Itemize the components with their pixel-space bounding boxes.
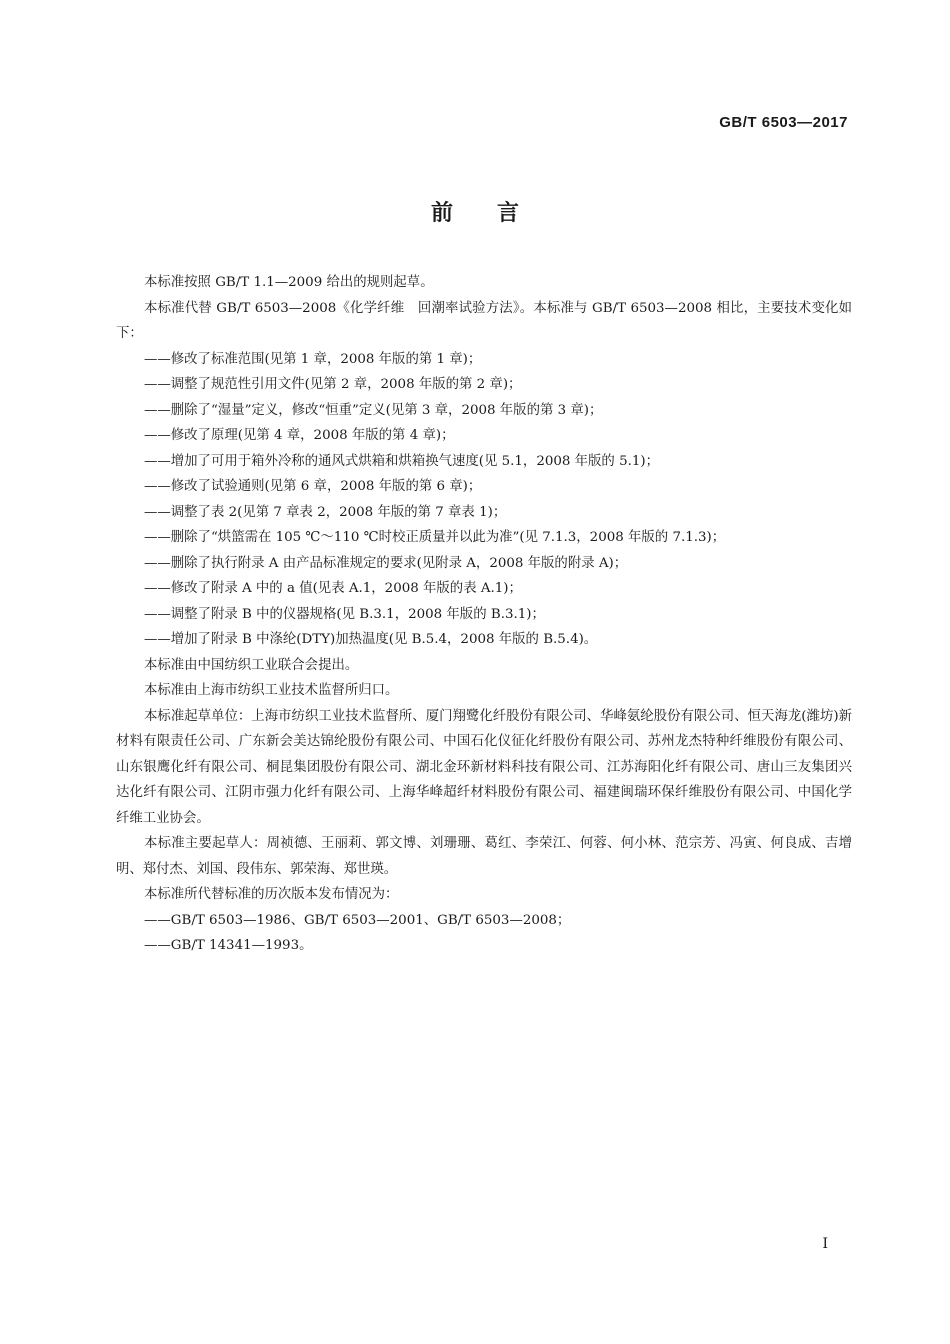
paragraph-proposer: 本标准由中国纺织工业联合会提出。 xyxy=(144,657,359,673)
change-item: ——修改了试验通则(见第 6 章，2008 年版的第 6 章)； xyxy=(144,479,482,494)
change-item: ——删除了“烘篮需在 105 ℃～110 ℃时校正质量并以此为准”(见 7.1.3，2008 年版的 7.1.3)； xyxy=(144,530,726,545)
foreword-body xyxy=(116,270,852,959)
paragraph-drafters: 本标准主要起草人：周祯德、王丽莉、郭文博、刘珊珊、葛红、李荣江、何蓉、何小林、范宗芳、冯寅、何良成、吉增明、郑付杰、刘国、段伟东、郭荣海、郑世瑛。 xyxy=(116,836,852,877)
page-title xyxy=(0,196,950,227)
change-item: ——调整了规范性引用文件(见第 2 章，2008 年版的第 2 章)； xyxy=(144,377,522,392)
change-item: ——增加了附录 B 中涤纶(DTY)加热温度(见 B.5.4，2008 年版的 B.5.4)。 xyxy=(144,632,598,647)
paragraph-drafting-rule: 本标准按照 GB/T 1.1—2009 给出的规则起草。 xyxy=(144,275,434,290)
change-item: ——删除了“湿量”定义，修改“恒重”定义(见第 3 章，2008 年版的第 3 章)； xyxy=(144,402,603,418)
change-item: ——增加了可用于箱外冷称的通风式烘箱和烘箱换气速度(见 5.1，2008 年版的 5.1)； xyxy=(144,453,659,469)
page-title-char-2: 言 xyxy=(497,201,520,226)
change-item: ——删除了执行附录 A 由产品标准规定的要求(见附录 A，2008 年版的附录 A)； xyxy=(144,555,628,571)
history-item: ——GB/T 14341—1993。 xyxy=(144,938,313,953)
change-item: ——调整了表 2(见第 7 章表 2，2008 年版的第 7 章表 1)； xyxy=(144,504,507,520)
change-item: ——修改了附录 A 中的 a 值(见表 A.1，2008 年版的表 A.1)； xyxy=(144,581,522,596)
change-item: ——修改了标准范围(见第 1 章，2008 年版的第 1 章)； xyxy=(144,351,482,367)
standard-code: GB/T 6503—2017 xyxy=(719,114,848,131)
paragraph-history-intro: 本标准所代替标准的历次版本发布情况为： xyxy=(144,887,399,902)
page-title-char-1: 前 xyxy=(430,201,453,226)
paragraph-centralized: 本标准由上海市纺织工业技术监督所归口。 xyxy=(144,683,399,698)
history-item: ——GB/T 6503—1986、GB/T 6503—2001、GB/T 6503—2008； xyxy=(144,912,571,928)
change-item: ——修改了原理(见第 4 章，2008 年版的第 4 章)； xyxy=(144,428,455,443)
paragraph-replacement: 本标准代替 GB/T 6503—2008《化学纤维 回潮率试验方法》。本标准与 GB/T 6503—2008 相比，主要技术变化如下： xyxy=(116,300,852,341)
change-item: ——调整了附录 B 中的仪器规格(见 B.3.1，2008 年版的 B.3.1)； xyxy=(144,606,545,622)
paragraph-drafting-units: 本标准起草单位：上海市纺织工业技术监督所、厦门翔鹭化纤股份有限公司、华峰氨纶股份有限公司、恒天海龙(潍坊)新材料有限责任公司、广东新会美达锦纶股份有限公司、中国石化仪征化纤股份有限公司、苏州龙杰特种纤维股份有限公司、山东银鹰化纤有限公司、桐昆集团股份有限公司、湖北金环新材料科技有限公司、江苏海阳化纤有限公司、唐山三友集团兴达化纤有限公司、江阴市强力化纤有限公司、上海华峰超纤材料股份有限公司、福建闽瑞环保纤维股份有限公司、中国化学纤维工业协会。 xyxy=(116,708,852,826)
page-number: I xyxy=(822,1236,828,1252)
